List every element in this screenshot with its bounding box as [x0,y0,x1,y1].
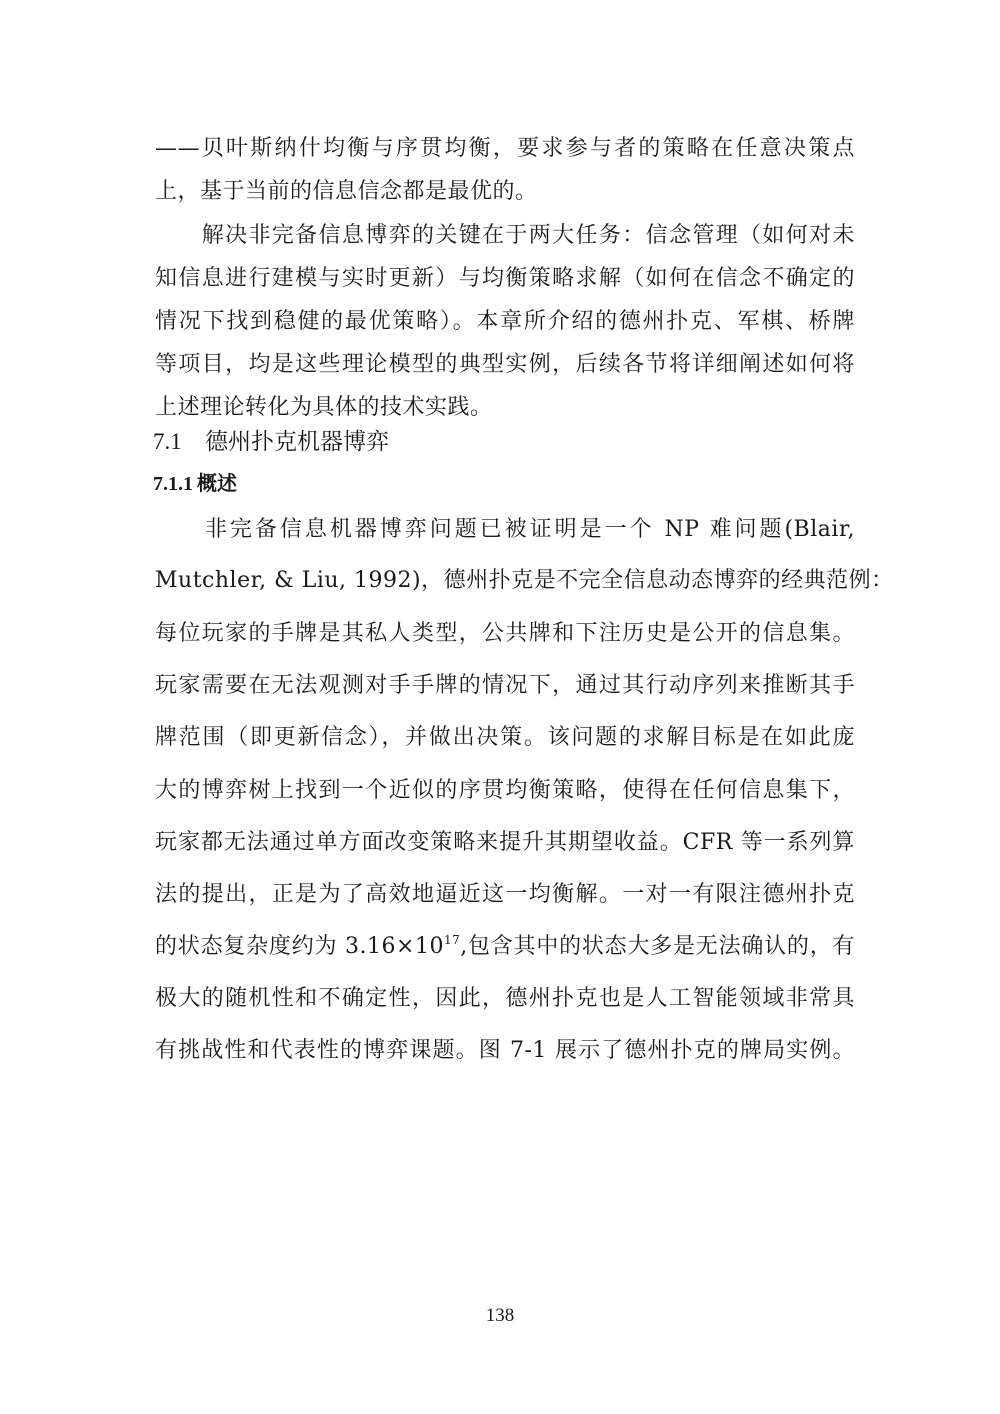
page-number: 138 [485,1305,515,1326]
text-line-with-superscript [155,932,855,962]
text-line: 大的博弈树上找到一个近似的序贯均衡策略，使得在任何信息集下， [155,778,855,803]
text-line: 上述理论转化为具体的技术实践。 [155,395,493,420]
section-heading [153,427,389,457]
text-line: Mutchler, & Liu, 1992)，德州扑克是不完全信息动态博弈的经典范例： [155,568,894,593]
text-line: 法的提出，正是为了高效地逼近这一均衡解。一对一有限注德州扑克 [155,882,855,907]
text-line: 上，基于当前的信息信念都是最优的。 [155,179,538,204]
text-line: 有挑战性和代表性的博弈课题。图 7-1 展示了德州扑克的牌局实例。 [155,1038,855,1063]
text-line: 每位玩家的手牌是其私人类型，公共牌和下注历史是公开的信息集。 [155,621,855,646]
subsection-number: 7.1.1 [153,473,193,495]
text-line: 极大的随机性和不确定性，因此，德州扑克也是人工智能领域非常具 [155,986,855,1011]
section-number: 7.1 [153,429,182,454]
subsection-heading [153,469,237,498]
text-line: 等项目，均是这些理论模型的典型实例，后续各节将详细阐述如何将 [155,352,855,377]
subsection-title: 概述 [197,471,237,495]
text-line: 情况下找到稳健的最优策略）。本章所介绍的德州扑克、军棋、桥牌 [155,309,855,334]
text-line: 非完备信息机器博弈问题已被证明是一个 NP 难问题(Blair, [155,517,855,542]
text-line: 玩家需要在无法观测对手手牌的情况下，通过其行动序列来推断其手 [155,673,855,698]
complexity-tail: ,包含其中的状态大多是无法确认的，有 [460,934,855,959]
text-line: 玩家都无法通过单方面改变策略来提升其期望收益。CFR 等一系列算 [155,830,855,855]
complexity-exponent: 17 [443,933,461,947]
text-line: ——贝叶斯纳什均衡与序贯均衡，要求参与者的策略在任意决策点 [155,136,855,161]
text-line: 知信息进行建模与实时更新）与均衡策略求解（如何在信念不确定的 [155,266,855,291]
complexity-base: 的状态复杂度约为 3.16×10 [155,934,444,959]
text-line: 牌范围（即更新信念），并做出决策。该问题的求解目标是在如此庞 [155,725,855,750]
text-line: 解决非完备信息博弈的关键在于两大任务：信念管理（如何对未 [155,223,855,248]
section-title: 德州扑克机器博弈 [205,429,389,455]
